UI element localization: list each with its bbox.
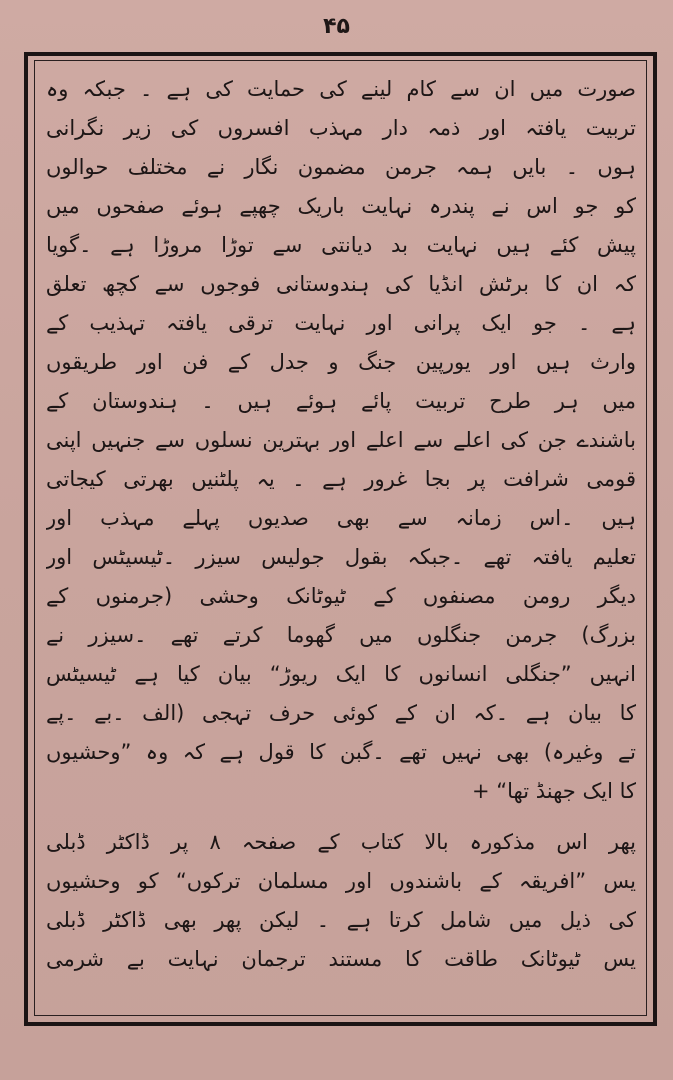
text-line: کا ایک جھنڈ تھا“ +: [472, 779, 636, 803]
text-line: بزرگ) جرمن جنگلوں میں گھوما کرتے تھے ۔سیزر نے: [46, 623, 636, 647]
text-line: کو جو اس نے پندرہ نہایت باریک چھپے ہوئے صفحوں میں: [46, 194, 636, 218]
text-line: قومی شرافت پر بجا غرور ہے ۔ یہ پلٹنیں بھرتی کیجاتی: [46, 467, 636, 491]
text-line: کی ذیل میں شامل کرتا ہے ۔ لیکن پھر بھی ڈاکٹر ڈبلی: [46, 908, 636, 932]
page-number: ۴۵: [323, 14, 350, 39]
text-line: تے وغیرہ) بھی نہیں تھے ۔گبن کا قول ہے کہ وہ ”وحشیوں: [46, 740, 636, 764]
text-line: انہیں ”جنگلی انسانوں کا ایک ریوڑ“ بیان کیا ہے ٹیسیٹس: [46, 662, 636, 686]
text-line: یس ”افریقہ کے باشندوں اور مسلمان ترکوں“ کو وحشیوں: [46, 869, 636, 893]
text-line: میں ہر طرح تربیت پائے ہوئے ہیں ۔ ہندوستان کے: [46, 389, 636, 413]
text-line: کا بیان ہے ۔کہ ان کے کوئی حرف تہجی (الف ۔بے ۔پے: [46, 701, 636, 725]
text-line: ہیں ۔اس زمانہ سے بھی صدیوں پہلے مہذب اور: [46, 506, 636, 530]
body-text: [46, 70, 636, 979]
text-line: دیگر رومن مصنفوں کے ٹیوٹانک وحشی (جرمنوں کے: [46, 584, 636, 608]
text-line: کہ ان کا برٹش انڈیا کی ہندوستانی فوجوں سے کچھ تعلق: [46, 272, 636, 296]
text-line: ہوں ۔ بایں ہمہ جرمن مضمون نگار نے مختلف حوالوں: [46, 155, 636, 179]
text-line: پھر اس مذکورہ بالا کتاب کے صفحہ ۸ پر ڈاکٹر ڈبلی: [46, 830, 636, 854]
paragraph-2: [46, 823, 636, 979]
text-line: باشندے جن کی اعلے سے اعلے اور بہترین نسلوں سے جنہیں اپنی: [46, 428, 636, 452]
paragraph-1: [46, 70, 636, 811]
text-line: صورت میں ان سے کام لینے کی حمایت کی ہے ۔ جبکہ وہ: [46, 77, 636, 101]
text-line: وارث ہیں اور یورپین جنگ و جدل کے فن اور طریقوں: [46, 350, 636, 374]
text-line: پیش کئے ہیں نہایت بد دیانتی سے توڑا مروڑا ہے ۔گویا: [46, 233, 636, 257]
text-line: یس ٹیوٹانک طاقت کا مستند ترجمان نہایت بے شرمی: [46, 947, 636, 971]
text-line: ہے ۔ جو ایک پرانی اور نہایت ترقی یافتہ تہذیب کے: [46, 311, 636, 335]
text-line: تربیت یافتہ اور ذمہ دار مہذب افسروں کی زیر نگرانی: [46, 116, 636, 140]
text-line: تعلیم یافتہ تھے ۔جبکہ بقول جولیس سیزر ۔ٹیسیٹس اور: [46, 545, 636, 569]
paragraph-gap: [46, 811, 636, 823]
